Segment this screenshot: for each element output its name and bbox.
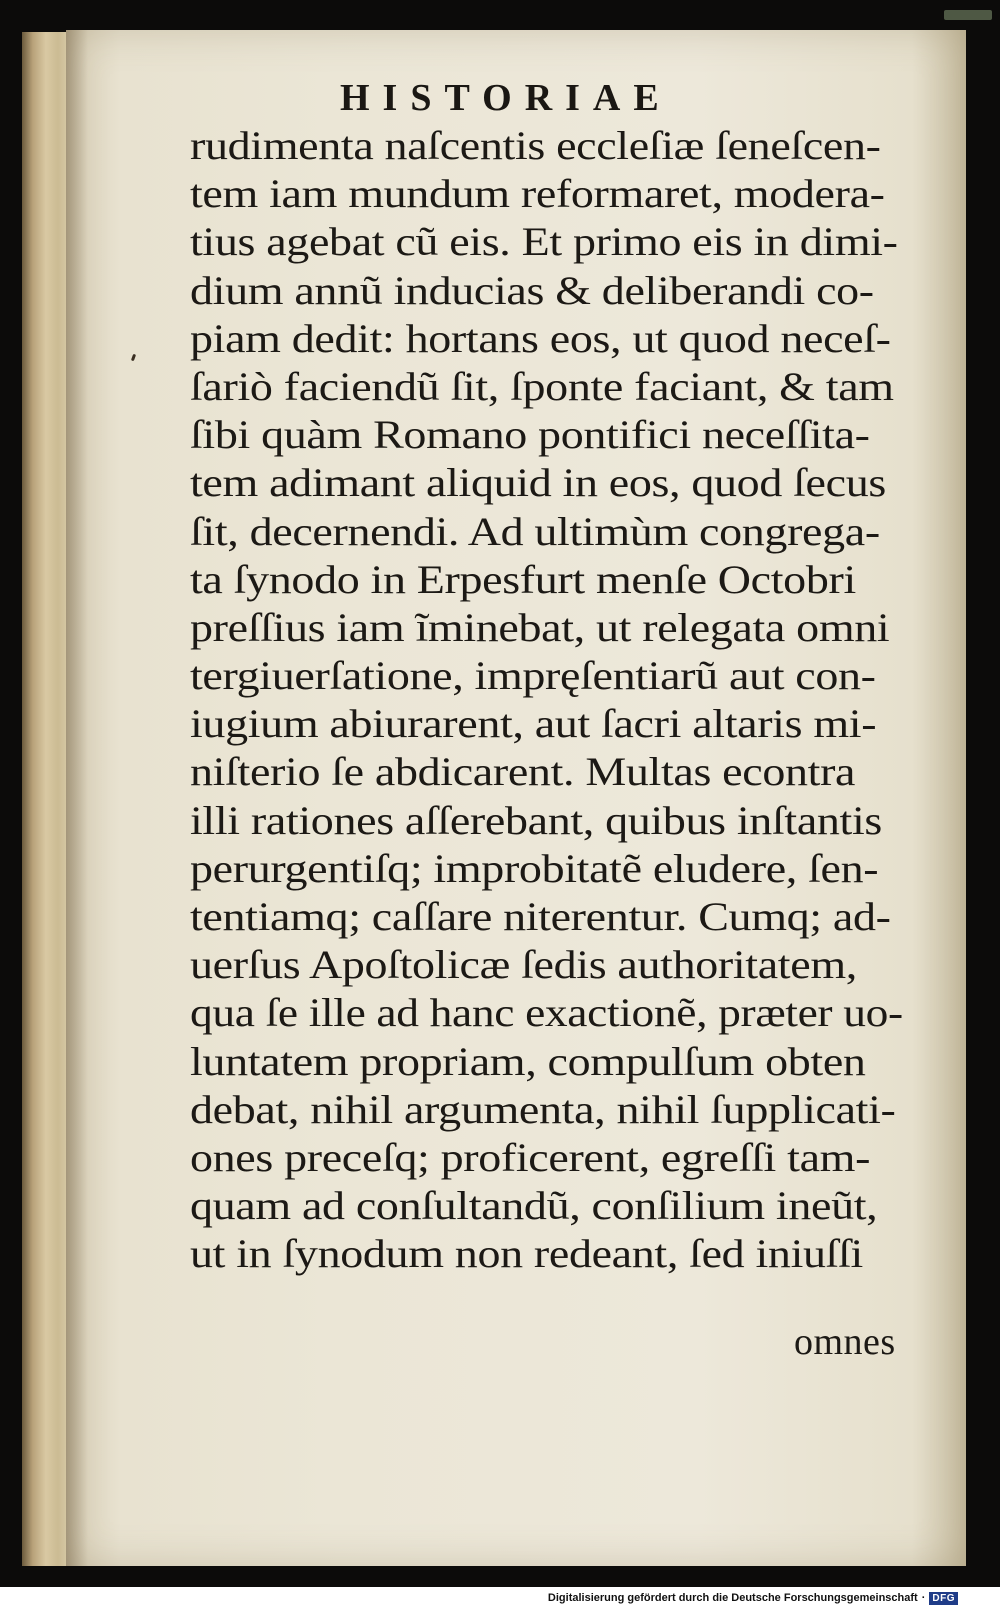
credit-separator: · [921, 1592, 926, 1604]
text-line: piam dedit: hortans eos, ut quod neceſ- [190, 315, 891, 361]
text-line: quam ad conſultandũ, conſilium ineũt, [190, 1183, 878, 1229]
credit-text: Digitalisierung gefördert durch die Deutsche Forschungsgemeinschaft [547, 1592, 918, 1604]
digitization-credit [544, 1587, 960, 1609]
text-line: tem adimant aliquid in eos, quod ſecus [190, 460, 886, 506]
text-line: iugium abiurarent, aut ſacri altaris mi- [190, 701, 877, 747]
text-line: ſit, decernendi. Ad ultimùm congrega- [190, 508, 880, 554]
text-line: qua ſe ille ad hanc exactionẽ, præter uo- [190, 990, 903, 1036]
catchword: omnes [794, 1321, 896, 1363]
text-line: preſſius iam ĩminebat, ut relegata omni [190, 604, 890, 650]
spine-shadow [66, 30, 88, 1566]
dfg-logo: DFG [929, 1592, 958, 1605]
text-line: ſibi quàm Romano pontifici neceſſita- [190, 412, 870, 458]
text-line: ta ſynodo in Erpesfurt menſe Octobri [190, 556, 856, 602]
body-text [190, 122, 930, 1279]
text-line: luntatem propriam, compulſum obten [190, 1038, 866, 1084]
text-line: niſterio ſe abdicarent. Multas econtra [190, 749, 856, 795]
running-head: HISTORIAE [340, 77, 672, 119]
text-line: ut in ſynodum non redeant, ſed iniuſſi [190, 1231, 863, 1277]
text-line: rudimenta naſcentis eccleſiæ ſeneſcen- [190, 123, 881, 168]
text-line: tergiuerſatione, impręſentiarũ aut con- [190, 653, 876, 699]
text-line: perurgentiſq; improbitatẽ eludere, ſen- [190, 845, 879, 891]
text-line: tentiamq; caſſare niterentur. Cumq; ad- [190, 894, 891, 939]
text-line: tius agebat cũ eis. Et primo eis in dimi- [190, 219, 898, 265]
text-line: illi rationes aſſerebant, quibus inſtantis [190, 797, 882, 843]
corner-bookmark [944, 10, 992, 20]
text-line: dium annũ inducias & deliberandi co- [190, 267, 874, 313]
text-line: tem iam mundum reformaret, modera- [190, 171, 885, 217]
text-line: ſariò faciendũ ſit, ſponte faciant, & tam [190, 363, 894, 409]
text-line: debat, nihil argumenta, nihil ſupplicati- [190, 1086, 896, 1132]
text-line: uerſus Apoſtolicæ ſedis authoritatem, [190, 942, 857, 988]
text-line: ones preceſq; proficerent, egreſſi tam- [190, 1134, 871, 1180]
